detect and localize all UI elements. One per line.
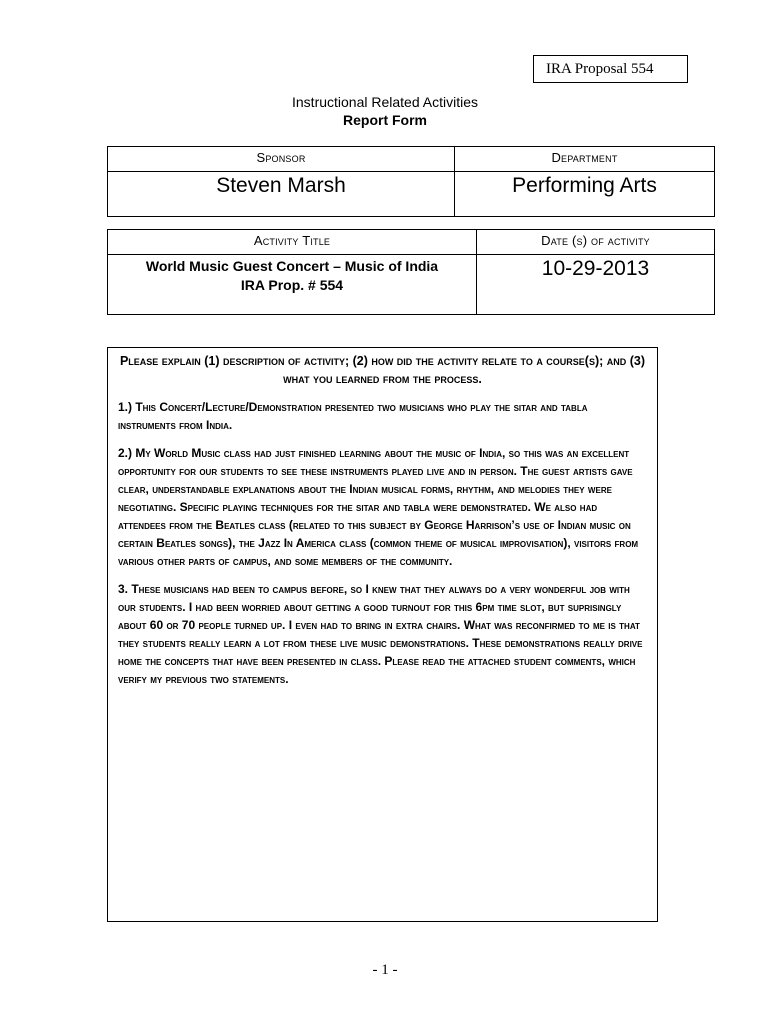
explanation-box [107, 347, 658, 922]
date-value: 10-29-2013 [477, 255, 715, 315]
explanation-prompt: Please explain (1) description of activity; (2) how did the activity relate to a course(s); and (3) what you learned from the process. [119, 354, 646, 386]
department-value: Performing Arts [455, 172, 715, 217]
paragraph-1: 1.) This Concert/Lecture/Demonstration presented two musicians who play the sitar and tabla instruments from India. [118, 400, 588, 432]
paragraph-2: 2.) My World Music class had just finished learning about the music of India, so this was an excellent opportunity for our students to see these instruments played live and in person. The guest artists gave clear, understandable explanations about the Indian musical forms, rhythm, and melodies they were negotiating. Specific playing techniques for the sitar and tabla were demonstrated. We also had attendees from the Beatles class (related to this subject by George Harrison’s use of Indian music on certain Beatles songs), the Jazz In America class (common theme of musical improvisation), visitors from various other parts of campus, and some members of the community. [118, 446, 639, 568]
form-subtitle: Report Form [343, 112, 427, 128]
sponsor-value: Steven Marsh [108, 172, 455, 217]
activity-title-value [108, 255, 477, 315]
activity-title-line2: IRA Prop. # 554 [240, 277, 344, 293]
paragraph-3: 3. These musicians had been to campus before, so I knew that they always do a very wonderful job with our students. I had been worried about getting a good turnout for this 6pm time slot, but suprisingly about 60 or 70 people turned up. I even had to bring in extra chairs. What was reconfirmed to me is that they students really learn a lot from these live music demonstrations. These demonstrations really drive home the concepts that have been presented in class. Please read the attached student comments, which verify my previous two statements. [118, 582, 643, 686]
activity-table [107, 229, 715, 315]
form-title: Instructional Related Activities [292, 94, 478, 110]
proposal-label: IRA Proposal 554 [533, 55, 688, 83]
page-number: - 1 - [372, 962, 398, 978]
sponsor-header: Sponsor [108, 147, 455, 172]
sponsor-table [107, 146, 715, 217]
activity-title-line1: World Music Guest Concert – Music of India [145, 258, 439, 274]
activity-title-header: Activity Title [108, 230, 477, 255]
date-header: Date (s) of activity [477, 230, 715, 255]
department-header: Department [455, 147, 715, 172]
